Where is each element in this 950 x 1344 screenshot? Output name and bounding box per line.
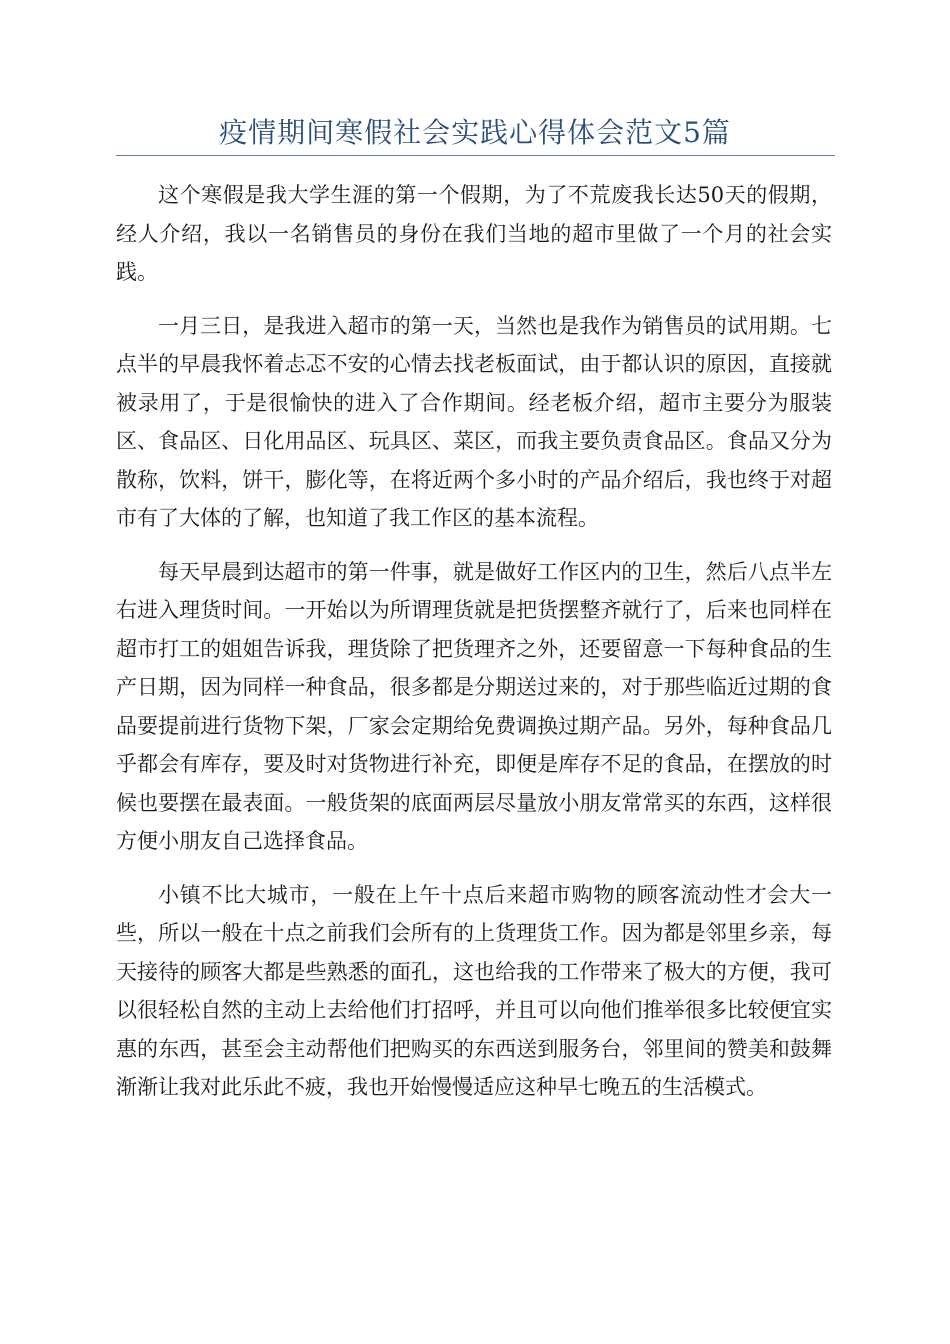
paragraph-4: 小镇不比大城市，一般在上午十点后来超市购物的顾客流动性才会大一些，所以一般在十点之前我们会所有的上货理货工作。因为都是邻里乡亲，每天接待的顾客大都是些熟悉的面孔，这也给我的工作带来了极大的方便，我可以很轻松自然的主动上去给他们打招呼，并且可以向他们推举很多比较便宜实惠的东西，甚至会主动帮他们把购买的东西送到服务台，邻里间的赞美和鼓舞渐渐让我对此乐此不疲，我也开始慢慢适应这种早七晚五的生活模式。 <box>116 882 832 1099</box>
paragraph-1: 这个寒假是我大学生涯的第一个假期，为了不荒废我长达50天的假期，经人介绍，我以一名销售员的身份在我们当地的超市里做了一个月的社会实践。 <box>116 183 832 284</box>
paragraph-2: 一月三日，是我进入超市的第一天，当然也是我作为销售员的试用期。七点半的早晨我怀着忐忑不安的心情去找老板面试，由于都认识的原因，直接就被录用了，于是很愉快的进入了合作期间。经老板介绍，超市主要分为服装区、食品区、日化用品区、玩具区、菜区，而我主要负责食品区。食品又分为散称，饮料，饼干，膨化等，在将近两个多小时的产品介绍后，我也终于对超市有了大体的了解，也知道了我工作区的基本流程。 <box>116 313 832 530</box>
paragraph-3: 每天早晨到达超市的第一件事，就是做好工作区内的卫生，然后八点半左右进入理货时间。一开始以为所谓理货就是把货摆整齐就行了，后来也同样在超市打工的姐姐告诉我，理货除了把货理齐之外，还要留意一下每种食品的生产日期，因为同样一种食品，很多都是分期送过来的，对于那些临近过期的食品要提前进行货物下架，厂家会定期给免费调换过期产品。另外，每种食品几乎都会有库存，要及时对货物进行补充，即便是库存不足的食品，在摆放的时候也要摆在最表面。一般货架的底面两层尽量放小朋友常常买的东西，这样很方便小朋友自己选择食品。 <box>116 559 832 853</box>
title-underline <box>116 155 835 156</box>
document-body <box>116 176 832 1122</box>
document-title: 疫情期间寒假社会实践心得体会范文5篇 <box>219 116 731 149</box>
